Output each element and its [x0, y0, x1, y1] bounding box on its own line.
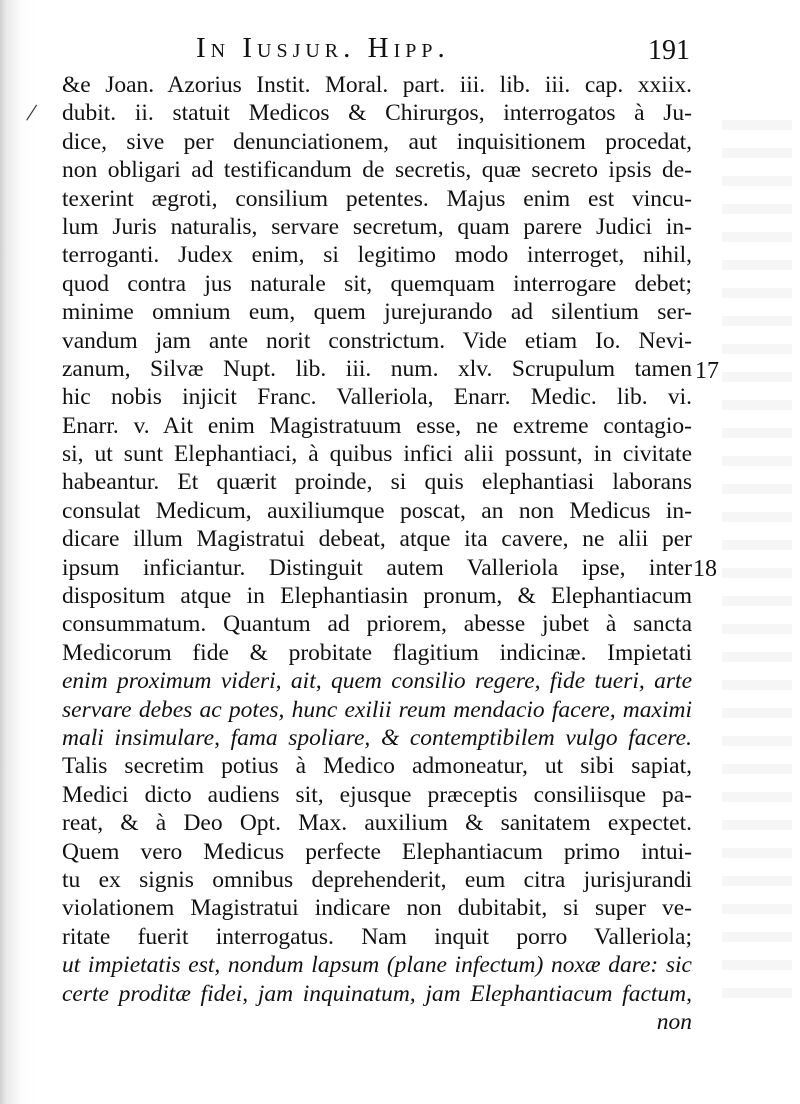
text-line: consummatum. Quantum ad priorem, abesse jubet à sancta — [62, 611, 692, 638]
text-line: habeantur. Et quærit proinde, si quis elephantiasi laborans — [62, 469, 692, 496]
text-line: terroganti. Judex enim, si legitimo modo interroget, nihil, — [62, 242, 692, 269]
text-line: Talis secretim potius à Medico admoneatur, ut sibi sapiat, — [62, 753, 692, 780]
text-line: Enarr. v. Ait enim Magistratuum esse, ne extreme contagio- — [62, 412, 692, 439]
text-line: mali insimulare, fama spoliare, & contemptibilem vulgo facere. — [62, 724, 692, 751]
text-line: si, ut sunt Elephantiaci, à quibus infici alii possunt, in civitate — [62, 441, 692, 468]
text-line: quod contra jus naturale sit, quemquam interrogare debet; — [62, 270, 692, 297]
text-line: dispositum atque in Elephantiasin pronum, & Elephantiacum — [62, 583, 692, 610]
page-number: 191 — [648, 35, 690, 66]
text-line: dubit. ii. statuit Medicos & Chirurgos, interrogatos à Ju- — [62, 100, 692, 127]
text-line: zanum, Silvæ Nupt. lib. iii. num. xlv. Scrupulum tamen — [62, 355, 692, 382]
catchword: non — [656, 1008, 692, 1035]
body-text — [62, 71, 692, 1036]
text-line: non obligari ad testificandum de secretis, quæ secreto ipsis de- — [62, 157, 692, 184]
text-line: Medici dicto audiens sit, ejusque præceptis consiliisque pa- — [62, 781, 692, 808]
text-line: Medicorum fide & probitate flagitium indicinæ. Impietati — [62, 639, 692, 666]
page-header — [0, 32, 800, 72]
text-line: vandum jam ante norit constrictum. Vide etiam Io. Nevi- — [62, 327, 692, 354]
text-line: ritate fuerit interrogatus. Nam inquit porro Valleriola; — [62, 923, 692, 950]
running-title: In Iusjur. Hipp. — [196, 32, 450, 64]
text-line: Quem vero Medicus perfecte Elephantiacum primo intui- — [62, 838, 692, 865]
text-line: ipsum inficiantur. Distinguit autem Valleriola ipse, inter — [62, 554, 692, 581]
text-line: certe proditæ fidei, jam inquinatum, jam Elephantiacum factum, — [62, 980, 692, 1007]
margin-number-17: 17 — [695, 358, 719, 384]
text-line: reat, & à Deo Opt. Max. auxilium & sanitatem expectet. — [62, 810, 692, 837]
text-line: tu ex signis omnibus deprehenderit, eum citra jurisjurandi — [62, 866, 692, 893]
text-line: consulat Medicum, auxiliumque poscat, an non Medicus in- — [62, 497, 692, 524]
text-line: dicare illum Magistratui debeat, atque ita cavere, ne alii per — [62, 526, 692, 553]
margin-number-18: 18 — [693, 556, 717, 582]
text-line: ut impietatis est, nondum lapsum (plane infectum) noxæ dare: sic — [62, 952, 692, 979]
text-line: violationem Magistratui indicare non dubitabit, si super ve- — [62, 895, 692, 922]
text-line: servare debes ac potes, hunc exilii reum mendacio facere, maximi — [62, 696, 692, 723]
text-line: dice, sive per denunciationem, aut inquisitionem procedat, — [62, 128, 692, 155]
text-line: hic nobis injicit Franc. Valleriola, Enarr. Medic. lib. vi. — [62, 384, 692, 411]
margin-ink-mark: / — [24, 97, 39, 128]
text-line: &e Joan. Azorius Instit. Moral. part. iii. lib. iii. cap. xxiix. — [62, 72, 692, 98]
show-through-text — [722, 120, 792, 1000]
text-line: texerint ægroti, consilium petentes. Majus enim est vincu- — [62, 185, 692, 212]
text-line: lum Juris naturalis, servare secretum, quam parere Judici in- — [62, 213, 692, 240]
text-line: enim proximum videri, ait, quem consilio regere, fide tueri, arte — [62, 668, 692, 695]
text-line: minime omnium eum, quem jurejurando ad silentium ser- — [62, 299, 692, 326]
